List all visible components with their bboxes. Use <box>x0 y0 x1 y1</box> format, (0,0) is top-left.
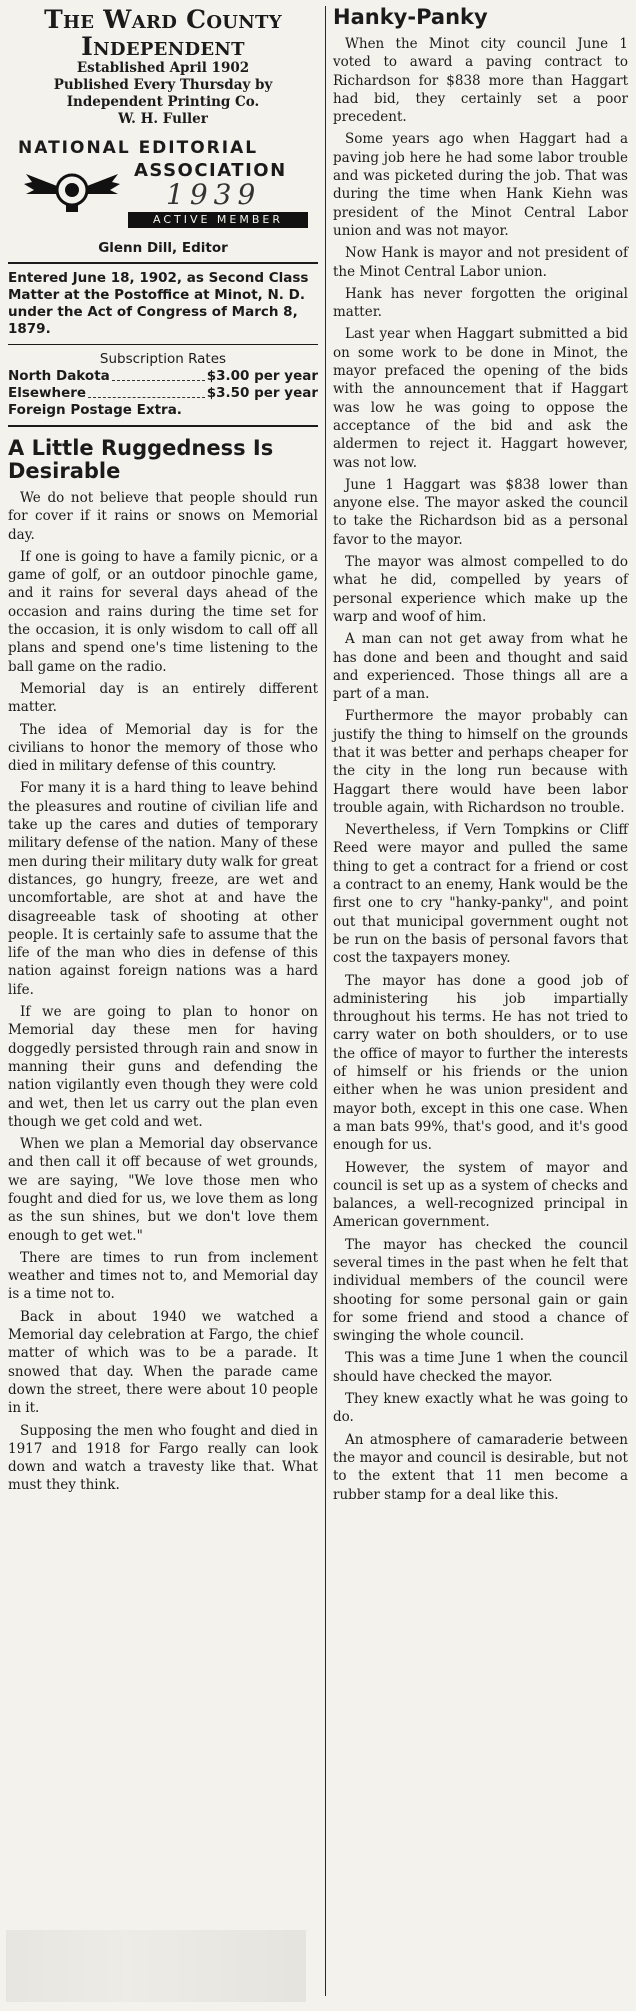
paragraph: When the Minot city council June 1 voted to award a paving contract to Richardson for $838 more than Haggart had bid, they certainly set a poor precedent. <box>333 36 628 126</box>
blurred-area <box>6 1930 306 2002</box>
rate-row <box>8 385 318 402</box>
divider <box>8 262 318 264</box>
owner-line: W. H. Fuller <box>118 111 208 127</box>
established-line: Established April 1902 <box>76 60 250 76</box>
paragraph: When we plan a Memorial day observance and then call it off because of wet grounds, we are saying, "We love those men who fought and died for us, we love them as long as the sun shines, but we don't love them enough to get wet." <box>8 1136 318 1244</box>
paragraph: If one is going to have a family picnic, or a game of golf, or an outdoor pinochle game, and it rains for several days ahead of the occasion and rains during the time set for the occasion, it is only wisdom to call off all plans and spend one's time listening to the ball game on the radio. <box>8 548 318 675</box>
paragraph: Now Hank is mayor and not president of the Minot Central Labor union. <box>333 245 628 280</box>
paragraph: An atmosphere of camaraderie between the mayor and council is desirable, but not to the extent that 11 men become a rubber stamp for a deal like this. <box>333 1431 628 1503</box>
column-rule <box>325 6 326 1996</box>
paragraph: The mayor has done a good job of administering his job impartially throughout his terms. He has not tried to carry water on both shoulders, or to use the office of mayor to further the interests of himself or his friends or the union either when he was union president and mayor both, except in this one case. When a man bats 99%, that's good, and it's good enough for us. <box>333 972 628 1154</box>
subscription-rates <box>8 351 318 419</box>
paragraph: A man can not get away from what he has done and been and thought and said and experienced. Those things all are a part of a man. <box>333 631 628 703</box>
eagle-emblem-icon <box>22 160 122 216</box>
logo-top-text: NATIONAL EDITORIAL <box>18 138 259 158</box>
rate-price: $3.50 per year <box>206 385 318 401</box>
paragraph: The mayor has checked the council several times in the past when he felt that individual members of the council were shooting for some personal gain or gain for some friend and stood a chance of swinging the whole council. <box>333 1236 628 1345</box>
publisher-line: Independent Printing Co. <box>66 94 260 110</box>
paragraph: Nevertheless, if Vern Tompkins or Cliff Reed were mayor and pulled the same thing to get a contract for a friend or cost a contract to an enemy, Hank would be the first one to cry "hanky-panky", and point out that municipal government ought not be run on the basis of personal favors that cost the taxpayers money. <box>333 822 628 967</box>
paragraph: For many it is a hard thing to leave behind the pleasures and routine of civilian life and take up the cares and duties of temporary military defense of the nation. Many of these men during their military duty walk for great distances, go hungry, freeze, are wet and uncomfortable, are shot at and have the disagreeable task of shooting at other people. It is certainly safe to assume that the life of the man who dies in defense of this nation against foreign nations was a hard life. <box>8 780 318 998</box>
paragraph: Supposing the men who fought and died in 1917 and 1918 for Fargo really can look down and watch a travesty like that. What must they think. <box>8 1422 318 1494</box>
editorial-body <box>333 35 628 1504</box>
paragraph: This was a time June 1 when the council should have checked the mayor. <box>333 1350 628 1385</box>
paragraph: Hank has never forgotten the original matter. <box>333 285 628 321</box>
paragraph: The mayor was almost compelled to do what he did, compelled by years of personal experience which make up the warp and woof of him. <box>333 554 628 625</box>
masthead-title-line1: The Ward County <box>44 5 282 34</box>
paragraph: However, the system of mayor and council is set up as a system of checks and balances, a well-recognized principal in American government. <box>333 1159 628 1231</box>
paragraph: The idea of Memorial day is for the civilians to honor the memory of those who died in military defense of this country. <box>8 721 318 775</box>
logo-year: 1939 <box>166 178 262 211</box>
subscription-title: Subscription Rates <box>99 351 227 367</box>
paragraph: Last year when Haggart submitted a bid on some work to be done in Minot, the mayor prefaced the opening of the bids with the announcement that if Haggart was low he was going to oppose the acceptance of the bid and ask the aldermen to reject it. Haggart however, was not low. <box>333 326 628 471</box>
foreign-postage: Foreign Postage Extra. <box>8 402 182 418</box>
paragraph: They knew exactly what he was going to do. <box>333 1391 628 1426</box>
logo-assoc-text: ASSOCIATION <box>134 160 287 181</box>
paragraph: Memorial day is an entirely different matter. <box>8 680 318 716</box>
paragraph: Furthermore the mayor probably can justify the thing to himself on the grounds that it was better and perhaps cheaper for the city in the long run because with Haggart there would have been labor trouble again, with Richardson no trouble. <box>333 708 628 816</box>
rate-label: North Dakota <box>8 368 110 384</box>
entered-notice: Entered June 18, 1902, as Second Class Matter at the Postoffice at Minot, N. D. under the Act of Congress of March 8, 1879. <box>8 270 309 337</box>
editorial-body <box>8 489 318 1495</box>
rate-row <box>8 368 318 385</box>
divider <box>8 344 318 345</box>
paragraph: June 1 Haggart was $838 lower than anyone else. The mayor asked the council to take the Richardson bid as a personal favor to the mayor. <box>333 476 628 548</box>
paragraph: There are times to run from inclement weather and times not to, and Memorial day is a time not to. <box>8 1249 318 1303</box>
paragraph: If we are going to plan to honor on Memorial day these men for having doggedly persisted through rain and snow in manning their guns and defending the nation vigilantly even though they were cold and wet, then let us carry out the plan even though we get cold and wet. <box>8 1004 318 1130</box>
rate-price: $3.00 per year <box>206 368 318 384</box>
masthead <box>8 6 318 128</box>
logo-band: ACTIVE MEMBER <box>128 212 308 228</box>
masthead-title-line2: Independent <box>81 32 245 61</box>
paragraph: We do not believe that people should run for cover if it rains or snows on Memorial day. <box>8 490 318 543</box>
editorial-headline: A Little Ruggedness Is Desirable <box>8 436 274 483</box>
paragraph: Some years ago when Haggart had a paving job here he had some labor trouble and was picketed during the job. That was during the time when Hank Kiehn was president of the Minot Central Labor union and was not mayor. <box>333 131 628 239</box>
right-column <box>333 6 628 1508</box>
published-line: Published Every Thursday by <box>53 77 273 93</box>
editorial-headline: Hanky-Panky <box>333 5 488 29</box>
paragraph: Back in about 1940 we watched a Memorial day celebration at Fargo, the chief matter of which was to be a parade. It snowed that day. When the parade came down the street, there were about 10 people in it. <box>8 1308 318 1417</box>
nea-logo <box>16 138 310 230</box>
editor-line: Glenn Dill, Editor <box>98 240 228 256</box>
rate-label: Elsewhere <box>8 385 87 401</box>
left-column <box>8 6 318 1499</box>
divider <box>8 425 318 427</box>
